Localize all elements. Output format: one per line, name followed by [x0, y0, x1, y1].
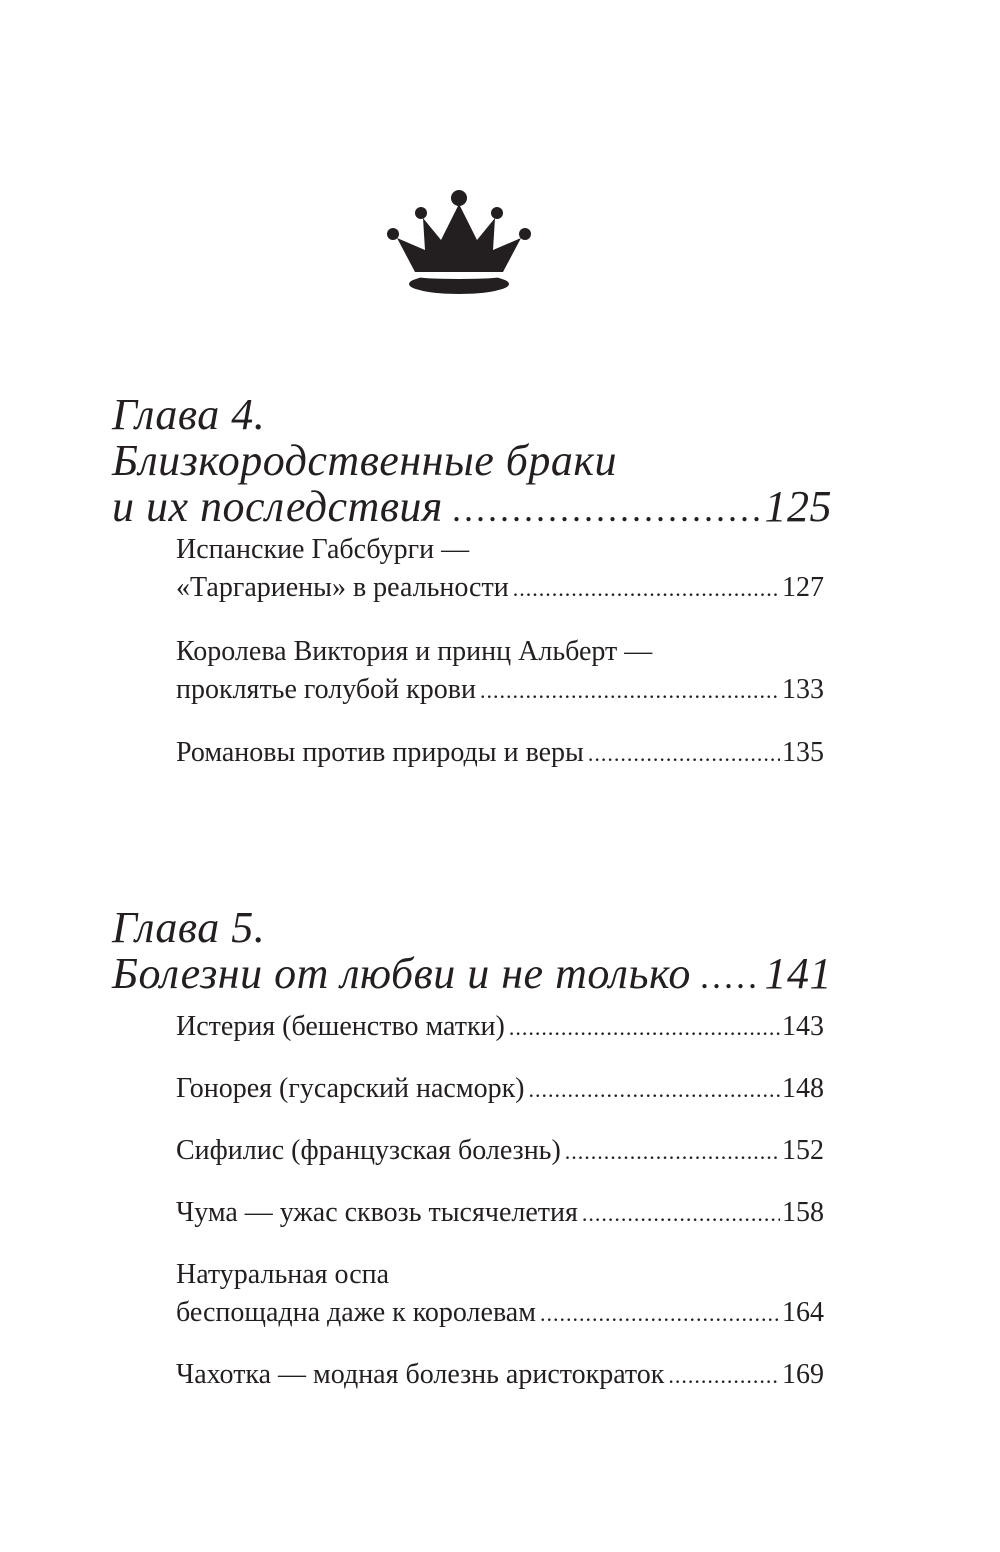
dot-leader [529, 1071, 780, 1109]
toc-entry[interactable] [176, 531, 824, 608]
entry-title-line: Истерия (бешенство матки) [176, 1011, 505, 1042]
entry-title-line: Королева Виктория и принц Альберт — [176, 636, 653, 667]
dot-leader [513, 570, 780, 608]
toc-entry[interactable] [176, 1356, 824, 1395]
entry-title-line: Романовы против природы и веры [176, 737, 584, 768]
entry-title-line: Испанские Габсбурги — [176, 534, 470, 565]
chapter-title-leader [112, 484, 832, 532]
toc-entry[interactable] [176, 633, 824, 710]
dot-leader [668, 1357, 780, 1395]
page-number: 141 [764, 949, 832, 998]
crown-icon [385, 188, 535, 298]
entry-title-line: Чума — ужас сквозь тысячелетия [176, 1197, 578, 1228]
chapter-4-heading[interactable] [112, 392, 832, 532]
chapter-4-entries [176, 531, 824, 773]
dot-leader [701, 953, 759, 999]
toc-entry[interactable] [176, 1070, 824, 1109]
entry-title-line: Чахотка — модная болезнь аристократок [176, 1359, 665, 1390]
entry-title-line: «Таргариены» в реальности [176, 572, 509, 603]
dot-leader [540, 1295, 780, 1333]
dot-leader [453, 486, 759, 532]
chapter-title-line: и их последствия [112, 482, 443, 531]
toc-entry[interactable] [176, 1008, 824, 1047]
dot-leader [565, 1133, 780, 1171]
chapter-5-entries [176, 1008, 824, 1395]
toc-entry[interactable] [176, 1132, 824, 1171]
page-number: 125 [764, 482, 832, 531]
toc-entry[interactable] [176, 734, 824, 773]
page-number: 169 [782, 1359, 824, 1390]
dot-leader [588, 735, 780, 773]
chapter-title-line: Болезни от любви и не только [112, 949, 691, 998]
toc-entry[interactable] [176, 1256, 824, 1333]
chapter-title-leader [112, 951, 832, 999]
toc-entry[interactable] [176, 1194, 824, 1233]
page-number: 158 [782, 1197, 824, 1228]
chapter-title-line: Близкородственные браки [112, 436, 618, 485]
chapter-number: Глава 5. [112, 903, 266, 952]
page-number: 164 [782, 1297, 824, 1328]
page-number: 152 [782, 1135, 824, 1166]
page-number: 143 [782, 1011, 824, 1042]
dot-leader [480, 672, 780, 710]
page-number: 135 [782, 737, 824, 768]
entry-title-line: Сифилис (французская болезнь) [176, 1135, 561, 1166]
dot-leader [509, 1009, 780, 1047]
entry-title-line: Натуральная оспа [176, 1259, 390, 1290]
chapter-5-heading[interactable] [112, 905, 832, 999]
entry-title-line: Гонорея (гусарский насморк) [176, 1073, 525, 1104]
entry-title-line: проклятье голубой крови [176, 674, 476, 705]
page-number: 133 [782, 674, 824, 705]
page-number: 127 [782, 572, 824, 603]
page-number: 148 [782, 1073, 824, 1104]
chapter-number: Глава 4. [112, 390, 266, 439]
dot-leader [582, 1195, 780, 1233]
entry-title-line: беспощадна даже к королевам [176, 1297, 536, 1328]
